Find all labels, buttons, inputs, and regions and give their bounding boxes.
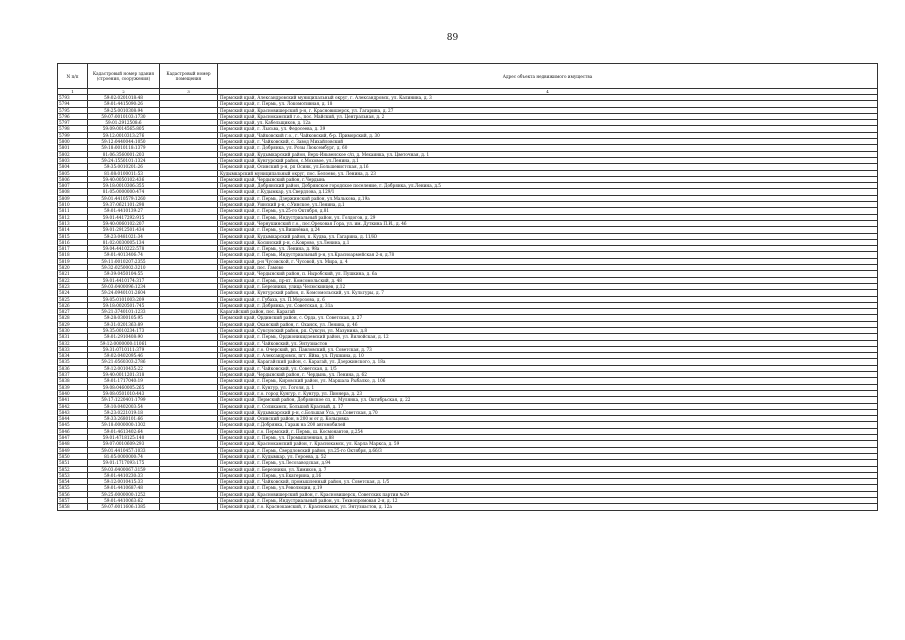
building-cadastral-number: 59:40:0050102:436 bbox=[88, 176, 160, 182]
row-number: 5826 bbox=[58, 302, 88, 308]
row-number: 5857 bbox=[58, 498, 88, 504]
row-number: 5851 bbox=[58, 460, 88, 466]
row-number: 5838 bbox=[58, 378, 88, 384]
property-address: Пермский край, г. Пермь, ул.Екатерина, д.16 bbox=[218, 472, 878, 478]
building-cadastral-number: 59:12:0010415:33 bbox=[88, 479, 160, 485]
table-row bbox=[58, 504, 878, 510]
property-address: Пермский край, Чайковский г.о., г. Чайковский, б-р. Приморский, д. 30 bbox=[218, 132, 878, 138]
building-cadastral-number: 59:24:0940101:2604 bbox=[88, 290, 160, 296]
property-address: Пермский край, г. Пермь, Индустриальный р-н, ул.Красноармейская 2-я, д.78 bbox=[218, 252, 878, 258]
col-header-room-cadastral: Кадастровый номер помещения bbox=[160, 64, 218, 89]
row-number: 5823 bbox=[58, 283, 88, 289]
property-address: Пермский край, г. Добрянка, ул. Советская, д. 31а bbox=[218, 302, 878, 308]
property-address: Пермский край, Чернушинский г.о., пос.Ореховая Гора, ул. им. Дуткина П.И., д. 46 bbox=[218, 220, 878, 226]
property-address: Пермский край, Краснокамский г.о., пос. Майский, ул. Центральная, д. 2 bbox=[218, 113, 878, 119]
building-cadastral-number: 59:33:2680101:66 bbox=[88, 416, 160, 422]
row-number: 5831 bbox=[58, 334, 88, 340]
property-address: Пермский край, ул. Кабельщиков, д. 12а bbox=[218, 120, 878, 126]
property-address: Пермский край, Оханский район, г. Оханск, ул. Ленина, д. 46 bbox=[218, 321, 878, 327]
row-number: 5824 bbox=[58, 290, 88, 296]
row-number: 5846 bbox=[58, 428, 88, 434]
row-number: 5805 bbox=[58, 170, 88, 176]
row-number: 5835 bbox=[58, 359, 88, 365]
building-cadastral-number: 59:18:0000000:1302 bbox=[88, 422, 160, 428]
building-cadastral-number: 59:01:2910408:90 bbox=[88, 334, 160, 340]
row-number: 5832 bbox=[58, 340, 88, 346]
building-cadastral-number: 59:18:0020501:745 bbox=[88, 302, 160, 308]
property-address: Пермский край, г. Кунгур, ул. Гоголя, д. 1 bbox=[218, 384, 878, 390]
building-cadastral-number: 59:40:0011201:318 bbox=[88, 372, 160, 378]
property-address: Пермский край, г.о. Пермский, г. Пермь, ш. Космонавтов, д.254 bbox=[218, 428, 878, 434]
row-number: 5839 bbox=[58, 384, 88, 390]
building-cadastral-number: 59:17:1220401:1799 bbox=[88, 397, 160, 403]
row-number: 5807 bbox=[58, 183, 88, 189]
building-cadastral-number: 59:01:2912508:6 bbox=[88, 120, 160, 126]
property-address: Пермский край, г. Пермь, ул. Промышленная, д.88 bbox=[218, 435, 878, 441]
building-cadastral-number: 59:01:1717040:19 bbox=[88, 378, 160, 384]
building-cadastral-number: 59:01:4013406:74 bbox=[88, 252, 160, 258]
table-body bbox=[58, 95, 878, 511]
property-address: Пермский край, г. Чайковский, с. Завод Михайловский bbox=[218, 139, 878, 145]
property-address: Пермский край, г. Пермь, Дзержинский район, ул.Малькова, д.19а bbox=[218, 195, 878, 201]
col-num-2: 2 bbox=[88, 89, 160, 95]
property-address: Пермский край, пос. Гамово bbox=[218, 265, 878, 271]
row-number: 5821 bbox=[58, 271, 88, 277]
property-address: Пермский край, г.о. Очерский, рп. Павловский, ул. Советская, д. 73 bbox=[218, 346, 878, 352]
property-address: Пермский край, г.о. город Кунгур, г. Кунгур, ул. Пионера, д. 23 bbox=[218, 390, 878, 396]
row-number: 5813 bbox=[58, 220, 88, 226]
row-number: 5808 bbox=[58, 189, 88, 195]
col-num-1: 1 bbox=[58, 89, 88, 95]
building-cadastral-number: 59:01:2912501:434 bbox=[88, 227, 160, 233]
row-number: 5819 bbox=[58, 258, 88, 264]
building-cadastral-number: 59:08:0501010:443 bbox=[88, 390, 160, 396]
property-address: Пермский край, г. Пермь, пр-кт. Комсомольский, д. 48 bbox=[218, 277, 878, 283]
property-address: Пермский край, г. Александровск, пгт. Яйва, ул. Пушкина, д. 10 bbox=[218, 353, 878, 359]
building-cadastral-number: 59:32:0250002:3210 bbox=[88, 265, 160, 271]
property-address: Пермский край, г. Чайковский, ул. Энтузиастов bbox=[218, 340, 878, 346]
property-address: Пермский край, Красновишерский р-н, г. Красновишерск, ул. Гагарина, д. 27 bbox=[218, 107, 878, 113]
row-number: 5849 bbox=[58, 447, 88, 453]
building-cadastral-number: 59:03:0400096:1234 bbox=[88, 283, 160, 289]
property-address: Пермский край, г. Лысьва, ул. Федосеева, д. 39 bbox=[218, 126, 878, 132]
property-address: Пермский край, Ординский район, с. Орда, ул. Советская, д. 27 bbox=[218, 315, 878, 321]
row-number: 5850 bbox=[58, 453, 88, 459]
building-cadastral-number: 59:40:0060102:207 bbox=[88, 220, 160, 226]
property-address: Пермский край, Уинский р-н, с.Уинское, ул.Ленина, д.1 bbox=[218, 202, 878, 208]
building-cadastral-number: 59:01:4417292:915 bbox=[88, 214, 160, 220]
building-cadastral-number: 59:28:0300105:95 bbox=[88, 315, 160, 321]
row-number: 5848 bbox=[58, 441, 88, 447]
property-address: Пермский край, г. Пермь, ул.25-го Октября, д.81 bbox=[218, 208, 878, 214]
building-cadastral-number: 59:25:0000000:1252 bbox=[88, 491, 160, 497]
row-number: 5803 bbox=[58, 157, 88, 163]
row-number: 5815 bbox=[58, 233, 88, 239]
room-cadastral-number bbox=[160, 504, 218, 510]
property-address: Пермский край, Карагайский район, с. Карагай, ул. Дзержинского, д. 18а bbox=[218, 359, 878, 365]
building-cadastral-number: 59:08:0460005:265 bbox=[88, 384, 160, 390]
property-address: Пермский край, г. Пермь, ул.Революции, д.19 bbox=[218, 485, 878, 491]
row-number: 5806 bbox=[58, 176, 88, 182]
building-cadastral-number: 59:09:0014565:805 bbox=[88, 126, 160, 132]
property-address: Пермский край, г. Пермь, Орджоникидзевский район, ул. Вилюйская, д. 12 bbox=[218, 334, 878, 340]
row-number: 5814 bbox=[58, 227, 88, 233]
row-number: 5818 bbox=[58, 252, 88, 258]
building-cadastral-number: 59:07:0011606:1385 bbox=[88, 504, 160, 510]
row-number: 5845 bbox=[58, 422, 88, 428]
row-number: 5854 bbox=[58, 479, 88, 485]
property-address: Пермский край, Косинский р-н, с.Коврово, ул.Ленина, д.1 bbox=[218, 239, 878, 245]
row-number: 5829 bbox=[58, 321, 88, 327]
row-number: 5820 bbox=[58, 265, 88, 271]
row-number: 5796 bbox=[58, 113, 88, 119]
building-cadastral-number: 59:31:0710111:379 bbox=[88, 346, 160, 352]
row-number: 5856 bbox=[58, 491, 88, 497]
property-address: Пермский край, р-н Чусовской, г. Чусовой, ул. Мира, д. 4 bbox=[218, 258, 878, 264]
building-cadastral-number: 81:05:0000000:74 bbox=[88, 453, 160, 459]
row-number: 5836 bbox=[58, 365, 88, 371]
property-address: Пермский край, г.о. Краснокамский, г. Краснокамск, ул. Энтузиастов, д. 12а bbox=[218, 504, 878, 510]
property-address: Пермский край, г. Пермь, Кировский район, ул. Маршала Рыбалко, д. 106 bbox=[218, 378, 878, 384]
row-number: 5804 bbox=[58, 164, 88, 170]
building-cadastral-number: 59:01:4410063:62 bbox=[88, 498, 160, 504]
property-address: Пермский край, г. Пермь, Индустриальный район, ул. Голдогов, д. 29 bbox=[218, 214, 878, 220]
property-address: Пермский край, Кудымкарский район, п. Кудва, ул. Гагарина, д. 11/Ю bbox=[218, 233, 878, 239]
building-cadastral-number: 59:02:0201018:48 bbox=[88, 95, 160, 101]
row-number: 5809 bbox=[58, 195, 88, 201]
building-cadastral-number: 81:08:0100011:53 bbox=[88, 170, 160, 176]
property-address: Пермский край, Осинский р-н, рп Осинк, ул.Большевистская, д.16 bbox=[218, 164, 878, 170]
building-cadastral-number: 59:21:3740101:1233 bbox=[88, 309, 160, 315]
property-address: Пермский край, г. Пермь, ул.Лесозаводская, д.94 bbox=[218, 460, 878, 466]
row-number: 5822 bbox=[58, 277, 88, 283]
row-number: 5811 bbox=[58, 208, 88, 214]
building-cadastral-number: 59:12:0000000:11061 bbox=[88, 340, 160, 346]
building-cadastral-number: 59:10:0402003:54 bbox=[88, 403, 160, 409]
building-cadastral-number: 59:12:0010435:22 bbox=[88, 365, 160, 371]
row-number: 5810 bbox=[58, 202, 88, 208]
property-address: Пермский край, г. Березники, ул. Химиков, д. 7 bbox=[218, 466, 878, 472]
row-number: 5853 bbox=[58, 472, 88, 478]
col-num-3: 3 bbox=[160, 89, 218, 95]
row-number: 5844 bbox=[58, 416, 88, 422]
row-number: 5834 bbox=[58, 353, 88, 359]
page-number: 89 bbox=[446, 33, 459, 43]
row-number: 5855 bbox=[58, 485, 88, 491]
row-number: 5799 bbox=[58, 132, 88, 138]
building-cadastral-number: 59:23:0221019:18 bbox=[88, 409, 160, 415]
property-address: Пермский край, г. Пермь, ул.Вишнёвая, д.24 bbox=[218, 227, 878, 233]
building-cadastral-number: 59:01:4410687:48 bbox=[88, 485, 160, 491]
property-address: Пермский край, Добрянский район, Добрянское городское поселение, г. Добрянка, ул.Ленина, д.5 bbox=[218, 183, 878, 189]
building-cadastral-number: 59:01:1717093:175 bbox=[88, 460, 160, 466]
property-address: Пермский край, г. Соликамск, Большой Красный, д. 17 bbox=[218, 403, 878, 409]
row-number: 5802 bbox=[58, 151, 88, 157]
row-number: 5797 bbox=[58, 120, 88, 126]
property-address: Пермский край, Александровский муниципальный округ, г. Александровск, ул. Калинина, д. 3 bbox=[218, 95, 878, 101]
row-number: 5840 bbox=[58, 390, 88, 396]
building-cadastral-number: 59:04:4410222:578 bbox=[88, 246, 160, 252]
property-address: Пермский край, Суксунский район, рп. Суксун, ул. Мазунина, д.8 bbox=[218, 327, 878, 333]
row-number: 5801 bbox=[58, 145, 88, 151]
property-address: Пермский край, г.Добрянка, Гараж на 200 автомобилей bbox=[218, 422, 878, 428]
building-cadastral-number: 59:01:4410139:27 bbox=[88, 208, 160, 214]
building-cadastral-number: 59:01:4410457:1033 bbox=[88, 447, 160, 453]
property-address: Пермский край, Кунгурский район, п. Комсомольский, ул. Культуры, д. 7 bbox=[218, 290, 878, 296]
row-number: 5833 bbox=[58, 346, 88, 352]
building-cadastral-number: 59:35:0010234:173 bbox=[88, 327, 160, 333]
property-address: Пермский край, г. Губаха, ул. П.Морозова, д. 6 bbox=[218, 296, 878, 302]
row-number: 5817 bbox=[58, 246, 88, 252]
row-number: 5830 bbox=[58, 327, 88, 333]
property-address: Пермский край, Чердынский район, п. Ныробский, ул. Пушкина, д. 6а bbox=[218, 271, 878, 277]
row-number: 5825 bbox=[58, 296, 88, 302]
row-number: 5816 bbox=[58, 239, 88, 245]
header-row bbox=[58, 64, 878, 89]
property-address: Карагайский район, пос. Карагай bbox=[218, 309, 878, 315]
building-cadastral-number: 59:03:0400067:3159 bbox=[88, 466, 160, 472]
property-address: Пермский край, г. Пермь, ул. Ленина, д. 98а bbox=[218, 246, 878, 252]
property-address: Пермский край, г. Добрянка, ул. Розы Люксембург, д. 60 bbox=[218, 145, 878, 151]
building-cadastral-number: 59:24:1550101:1324 bbox=[88, 157, 160, 163]
row-number: 5828 bbox=[58, 315, 88, 321]
row-number: 5793 bbox=[58, 95, 88, 101]
property-address: Пермский край, Чердынский район, г. Чердынь, ул. Ленина, д. 62 bbox=[218, 372, 878, 378]
building-cadastral-number: 59:21:0560303:2786 bbox=[88, 359, 160, 365]
col-num-4: 4 bbox=[218, 89, 878, 95]
building-cadastral-number: 59:39:0450104:55 bbox=[88, 271, 160, 277]
row-number: 5794 bbox=[58, 101, 88, 107]
col-header-building-cadastral: Кадастровый номер здания (строения, сооружения) bbox=[88, 64, 160, 89]
property-address: Пермский край, г. Березники, улица Челюскинцев, д.12 bbox=[218, 283, 878, 289]
row-number: 5812 bbox=[58, 214, 88, 220]
property-address: Пермский край, Краснокамский район, г. Краснокамск, ул. Карла Маркса, д. 59 bbox=[218, 441, 878, 447]
property-address: Пермский край, г. Пермь, ул. Локомотивная, д. 18 bbox=[218, 101, 878, 107]
row-number: 5843 bbox=[58, 409, 88, 415]
building-cadastral-number: 81:05:0000000:474 bbox=[88, 189, 160, 195]
row-number: 5798 bbox=[58, 126, 88, 132]
building-cadastral-number: 59:02:0402095:46 bbox=[88, 353, 160, 359]
property-address: Пермский край, г. Чайковский, промышленный район, ул. Советская, д. 1/5 bbox=[218, 479, 878, 485]
property-address: Пермский край, Осинский район, в 200 м от д. Кольцовка bbox=[218, 416, 878, 422]
property-table bbox=[57, 63, 878, 511]
col-header-address: Адрес объекта недвижимого имущества bbox=[218, 64, 878, 89]
row-number: 5827 bbox=[58, 309, 88, 315]
property-address: Пермский край, г. Чайковский, ул. Советская, д. 1/5 bbox=[218, 365, 878, 371]
building-cadastral-number: 59:01:4718125:140 bbox=[88, 435, 160, 441]
property-address: Пермский край, Кудымкарский район, Верх-Иньвенское с/п, д. Мехаинка, ул. Цветочная, д. 1 bbox=[218, 151, 878, 157]
building-cadastral-number: 59:31:0201363:89 bbox=[88, 321, 160, 327]
row-number: 5842 bbox=[58, 403, 88, 409]
building-cadastral-number: 59:01:4410230:33 bbox=[88, 472, 160, 478]
building-cadastral-number: 59:23:0481021:34 bbox=[88, 233, 160, 239]
building-cadastral-number: 59:01:4410174:317 bbox=[88, 277, 160, 283]
building-cadastral-number: 59:12:0440044:1050 bbox=[88, 139, 160, 145]
row-number: 5795 bbox=[58, 107, 88, 113]
row-number: 5847 bbox=[58, 435, 88, 441]
row-number: 5858 bbox=[58, 504, 88, 510]
property-address: Пермский край, Кудымкарский р-н, с.Большая Уса, ул.Советская, д.70 bbox=[218, 409, 878, 415]
property-address: Кудымкарский муниципальный округ, пос. Белоево, ул. Ленина, д. 23 bbox=[218, 170, 878, 176]
row-number: 5837 bbox=[58, 372, 88, 378]
property-address: Пермский край, Кунгурский район, с.Моховое, ул.Ленина, д.1 bbox=[218, 157, 878, 163]
row-number: 5852 bbox=[58, 466, 88, 472]
property-address: Пермский край, Красновишерский район, г. Красновишерск, Советских партии №29 bbox=[218, 491, 878, 497]
building-cadastral-number: 59:25:0010308:94 bbox=[88, 107, 160, 113]
property-address: Пермский край, г. Пермь, Индустриальный район, ул. Технопромовая 2-я, д. 12 bbox=[218, 498, 878, 504]
property-address: Пермский край, Чердынский район, г.Чердынь bbox=[218, 176, 878, 182]
building-cadastral-number: 59:01:4410579:1260 bbox=[88, 195, 160, 201]
building-cadastral-number: 59:12:0010313:276 bbox=[88, 132, 160, 138]
building-cadastral-number: 81:06:3560001:203 bbox=[88, 151, 160, 157]
col-header-number: N п/п bbox=[58, 64, 88, 89]
building-cadastral-number: 59:18:0010118:1379 bbox=[88, 145, 160, 151]
building-cadastral-number: 59:07:0010103:1730 bbox=[88, 113, 160, 119]
property-address: Пермский край, г. Кудымкар, ул. Героева, д. 52 bbox=[218, 453, 878, 459]
building-cadastral-number: 59:11:0010207:2355 bbox=[88, 258, 160, 264]
building-cadastral-number: 59:37:0621101:298 bbox=[88, 202, 160, 208]
row-number: 5841 bbox=[58, 397, 88, 403]
building-cadastral-number: 81:02:0030005:134 bbox=[88, 239, 160, 245]
row-number: 5800 bbox=[58, 139, 88, 145]
building-cadastral-number: 59:01:4415090:26 bbox=[88, 101, 160, 107]
building-cadastral-number: 59:35:0010201:26 bbox=[88, 164, 160, 170]
property-address: Пермский край, г.Кудымкар, ул.Свердлова, д.129/1 bbox=[218, 189, 878, 195]
building-cadastral-number: 59:18:0010306:355 bbox=[88, 183, 160, 189]
building-cadastral-number: 59:07:0010609:293 bbox=[88, 441, 160, 447]
property-address: Пермский край, г. Пермь, Свердловский район, ул.25-го Октября, д.66/3 bbox=[218, 447, 878, 453]
building-cadastral-number: 59:05:0101003:209 bbox=[88, 296, 160, 302]
property-address: Пермский край, Пермский район, Добрянское сп, п. Мулянка, ул. Октябрьская, д. 22 bbox=[218, 397, 878, 403]
building-cadastral-number: 59:01:4613402:64 bbox=[88, 428, 160, 434]
